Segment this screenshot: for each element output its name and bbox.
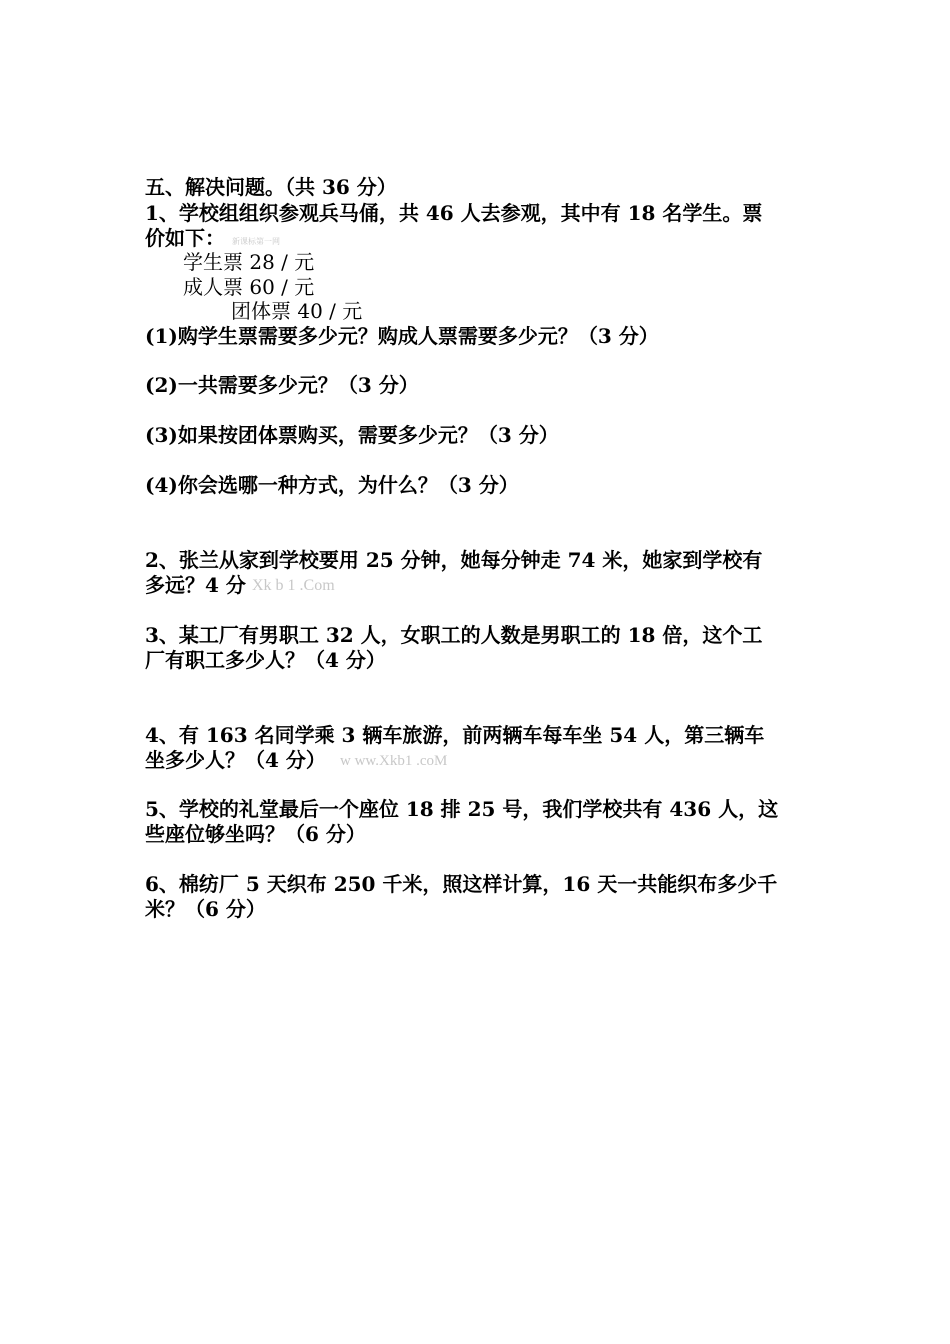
q2-line-2: 多远？4 分 [145,573,246,597]
section-heading: 五、解决问题。（共 36 分） [145,175,397,199]
q1-sub-1: (1)购学生票需要多少元？购成人票需要多少元？（3 分） [145,324,659,348]
q6-line-1: 6、棉纺厂 5 天织布 250 千米，照这样计算，16 天一共能织布多少千 [145,872,778,896]
price-student: 学生票 28 / 元 [183,250,315,274]
q3-line-1: 3、某工厂有男职工 32 人，女职工的人数是男职工的 18 倍，这个工 [145,623,763,647]
q1-sub-4: (4)你会选哪一种方式，为什么？（3 分） [145,473,519,497]
q6-line-2: 米？（6 分） [145,897,266,921]
q4-line-2: 坐多少人？（4 分） [145,748,326,772]
watermark-2: Xk b 1 .Com [252,577,335,594]
q5-line-2: 些座位够坐吗？（6 分） [145,822,366,846]
watermark-1: 新课标第一网 [232,237,280,246]
price-adult: 成人票 60 / 元 [183,275,315,299]
q5-line-1: 5、学校的礼堂最后一个座位 18 排 25 号，我们学校共有 436 人，这 [145,797,779,821]
q1-sub-3: (3)如果按团体票购买，需要多少元？（3 分） [145,423,559,447]
q2-line-1: 2、张兰从家到学校要用 25 分钟，她每分钟走 74 米，她家到学校有 [145,548,763,572]
q1-line-2: 价如下： [145,226,225,250]
q4-line-1: 4、有 163 名同学乘 3 辆车旅游，前两辆车每车坐 54 人，第三辆车 [145,723,765,747]
q1-sub-2: (2)一共需要多少元？（3 分） [145,373,419,397]
q1-line-1: 1、学校组组织参观兵马俑，共 46 人去参观，其中有 18 名学生。票 [145,201,763,225]
price-group: 团体票 40 / 元 [231,299,363,323]
watermark-3: w ww.Xkb1 .coM [340,753,448,769]
q3-line-2: 厂有职工多少人？（4 分） [145,648,386,672]
